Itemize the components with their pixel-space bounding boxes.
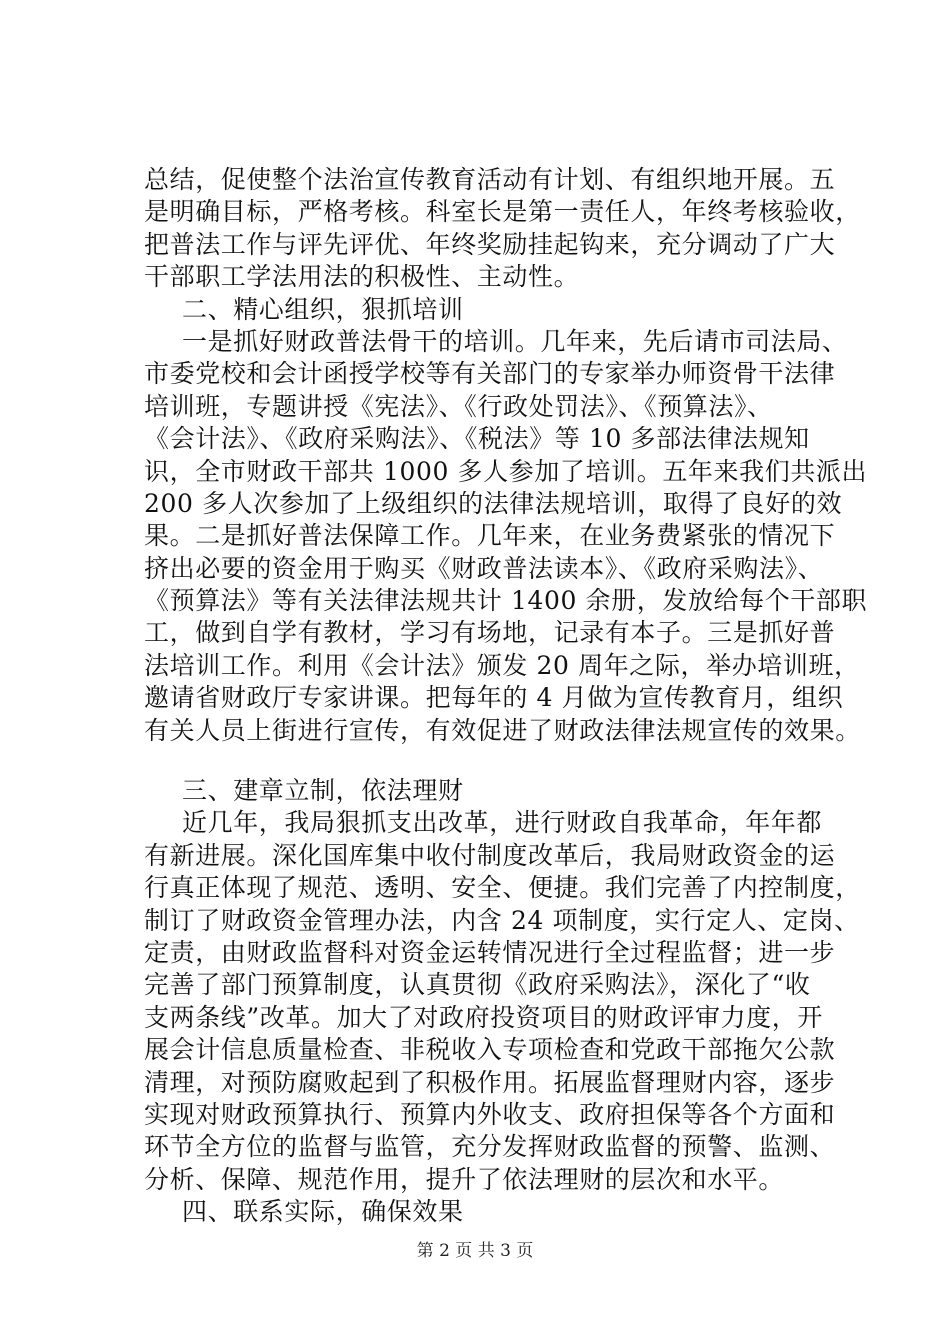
text-line: 干部职工学法用法的积极性、主动性。 (144, 262, 580, 292)
text-line: 分析、保障、规范作用，提升了依法理财的层次和水平。 (144, 1164, 785, 1194)
text-line: 把普法工作与评先评优、年终奖励挂起钩来，充分调动了广大 (144, 229, 836, 259)
text-line: 清理，对预防腐败起到了积极作用。拓展监督理财内容，逐步 (144, 1067, 836, 1097)
text-line: 制订了财政资金管理办法，内含 24 项制度，实行定人、定岗、 (144, 905, 860, 935)
text-line: 果。二是抓好普法保障工作。几年来，在业务费紧张的情况下 (144, 521, 836, 551)
paragraph-2 (144, 326, 868, 747)
text-line: 《会计法》、《政府采购法》、《税法》等 10 多部法律法规知 (144, 424, 810, 454)
text-line: 培训班，专题讲授《宪法》、《行政处罚法》、《预算法》、 (144, 391, 773, 421)
section-heading-2: 二、精心组织，狠抓培训 (182, 294, 464, 324)
text-line: 总结，促使整个法治宣传教育活动有计划、有组织地开展。五 (144, 165, 836, 194)
text-line: 一是抓好财政普法骨干的培训。几年来，先后请市司法局、 (182, 326, 848, 356)
section-heading-4: 四、联系实际，确保效果 (182, 1197, 464, 1227)
text-line: 近几年，我局狠抓支出改革，进行财政自我革命，年年都 (182, 808, 823, 838)
text-line: 法培训工作。利用《会计法》颁发 20 周年之际，举办培训班， (144, 650, 860, 680)
paragraph-1 (144, 164, 861, 294)
text-line: 实现对财政预算执行、预算内外收支、政府担保等各个方面和 (144, 1099, 836, 1129)
text-line: 市委党校和会计函授学校等有关部门的专家举办师资骨干法律 (144, 359, 836, 389)
text-line: 行真正体现了规范、透明、安全、便捷。我们完善了内控制度， (144, 873, 861, 903)
text-line: 《预算法》等有关法律法规共计 1400 余册，发放给每个干部职 (144, 586, 868, 616)
page-number-footer: 第 2 页 共 3 页 (416, 1241, 534, 1261)
text-line: 有新进展。深化国库集中收付制度改革后，我局财政资金的运 (144, 840, 836, 870)
text-line: 挤出必要的资金用于购买《财政普法读本》、《政府采购法》、 (144, 553, 824, 583)
text-line: 邀请省财政厅专家讲课。把每年的 4 月做为宣传教育月，组织 (144, 683, 844, 713)
text-line: 是明确目标，严格考核。科室长是第一责任人，年终考核验收， (144, 197, 861, 227)
text-line: 定责，由财政监督科对资金运转情况进行全过程监督；进一步 (144, 937, 836, 967)
paragraph-3 (144, 807, 861, 1196)
text-line: 完善了部门预算制度，认真贯彻《政府采购法》，深化了“收 (144, 970, 811, 1000)
text-line: 识，全市财政干部共 1000 多人参加了培训。五年来我们共派出 (144, 456, 868, 486)
text-line: 200 多人次参加了上级组织的法律法规培训，取得了良好的效 (144, 488, 843, 518)
text-line: 有关人员上街进行宣传，有效促进了财政法律法规宣传的效果。 (144, 715, 861, 745)
text-line: 支两条线”改革。加大了对政府投资项目的财政评审力度，开 (144, 1002, 823, 1032)
text-line: 环节全方位的监督与监管，充分发挥财政监督的预警、监测、 (144, 1132, 836, 1162)
section-heading-3: 三、建章立制，依法理财 (182, 776, 464, 806)
paragraph-gap (144, 747, 844, 775)
text-line: 工，做到自学有教材，学习有场地，记录有本子。三是抓好普 (144, 618, 836, 648)
text-line: 展会计信息质量检查、非税收入专项检查和党政干部拖欠公款 (144, 1035, 836, 1065)
document-body (144, 164, 868, 1229)
